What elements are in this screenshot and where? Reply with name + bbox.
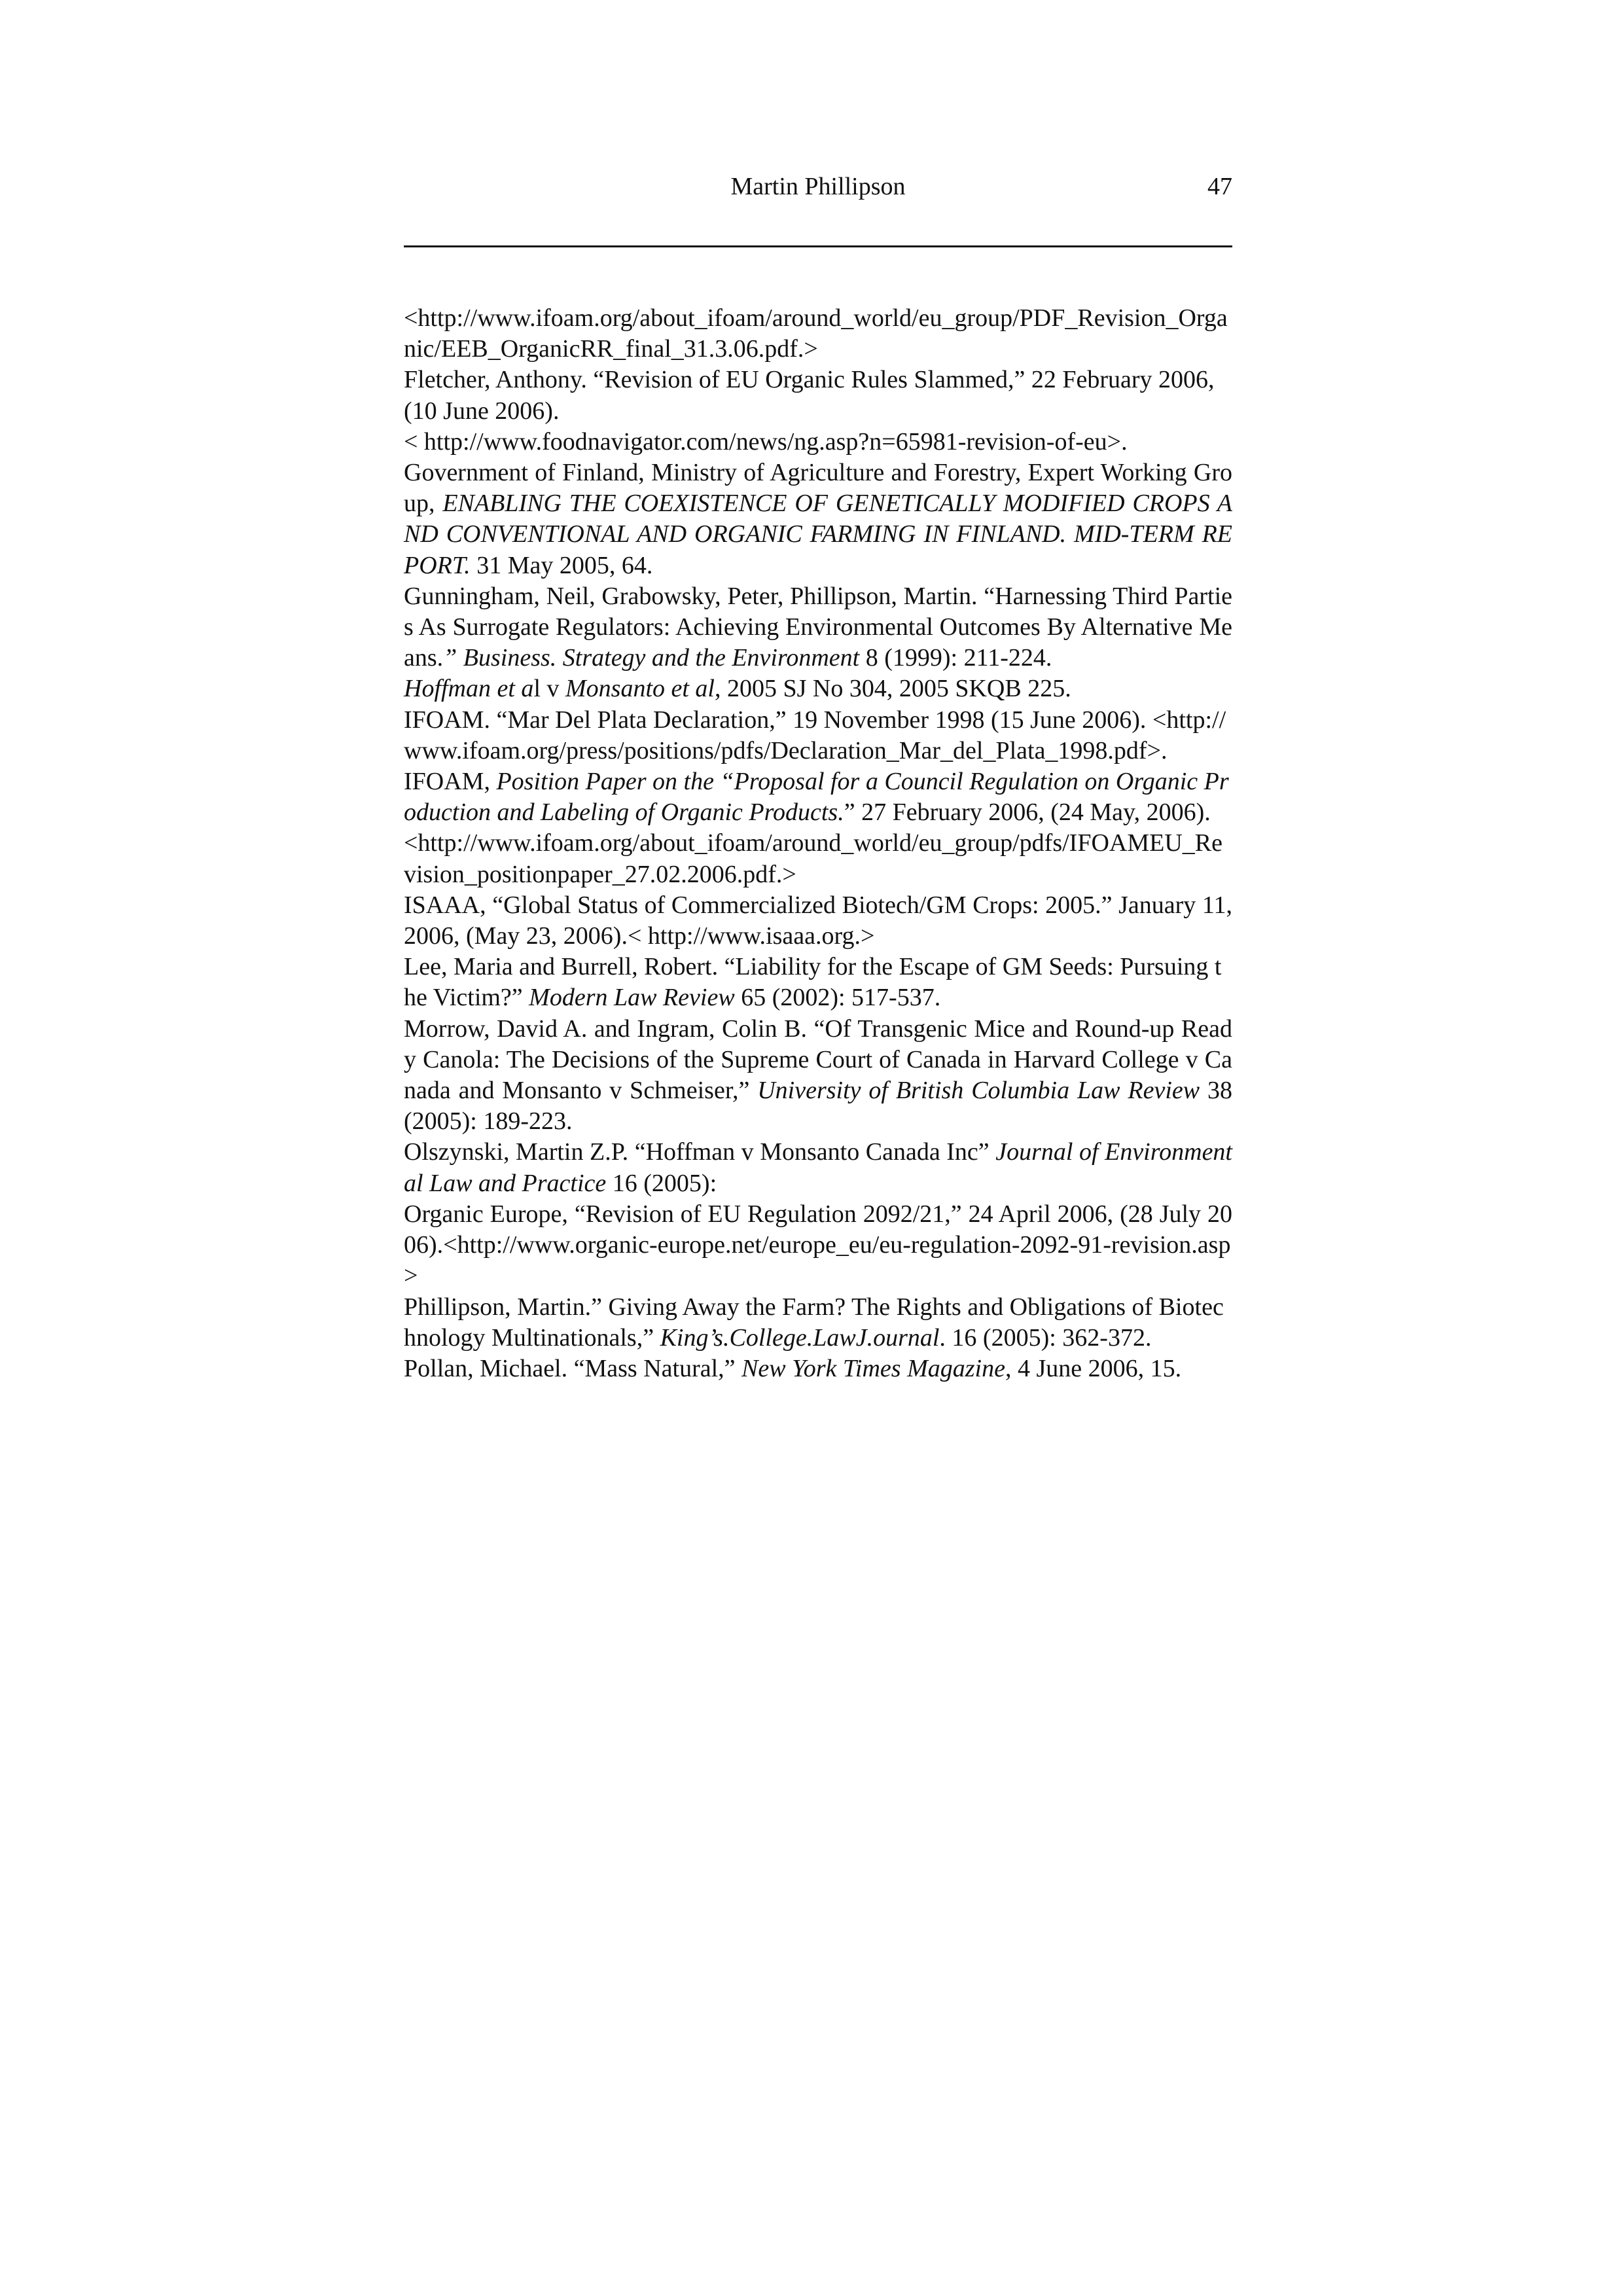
reference-italic-text: ” Business. Strategy and the Environment [443, 644, 860, 672]
reference-entry [404, 303, 1232, 365]
reference-text: IFOAM, [404, 768, 497, 796]
reference-entry [404, 1354, 1232, 1384]
running-header-author: Martin Phillipson [730, 173, 906, 200]
reference-italic-text: Journal of Environmental Law and Practice [404, 1138, 1232, 1197]
reference-text: <http://www.ifoam.org/about_ifoam/around_world/eu_group/pdfs/IFOAMEU_Revision_positionpaper_27.02.2006.pdf.> [404, 829, 1222, 888]
reference-text: Olszynski, Martin Z.P. “Hoffman v Monsanto Canada Inc” [404, 1138, 996, 1166]
reference-text: , 2005 SJ No 304, 2005 SKQB 225. [714, 675, 1071, 703]
reference-text: 16 (2005): [606, 1169, 717, 1197]
reference-text: < http://www.foodnavigator.com/news/ng.asp?n=65981-revision-of-eu>. [404, 427, 1128, 456]
reference-text: Pollan, Michael. “Mass Natural,” [404, 1354, 742, 1382]
reference-text: 31 May 2005, 64. [470, 551, 653, 579]
reference-text: ISAAA, “Global Status of Commercialized Biotech/GM Crops: 2005.” January 11, 2006, (May 23, 2006).< http://www.isaaa.org.> [404, 891, 1232, 950]
reference-entry [404, 1014, 1232, 1138]
reference-entry [404, 828, 1232, 889]
reference-text: , 4 June 2006, 15. [1005, 1354, 1182, 1382]
reference-italic-text: King’s.College.LawJ.ournal [660, 1323, 940, 1352]
reference-entry [404, 457, 1232, 581]
reference-italic-text: ENABLING THE COEXISTENCE OF GENETICALLY MODIFIED CROPS AND CONVENTIONAL AND ORGANIC FARMING IN FINLAND. MID-TERM REPORT. [404, 490, 1233, 579]
reference-italic-text: Modern Law Review [529, 984, 735, 1012]
reference-entry [404, 1137, 1232, 1198]
reference-italic-text: Hoffman et a [404, 675, 534, 703]
reference-text: Government of Finland, Ministry of Agriculture and Forestry, Expert Working Group, [404, 459, 1232, 518]
reference-text: . 16 (2005): 362-372. [939, 1323, 1152, 1352]
reference-entry [404, 673, 1232, 704]
reference-entry [404, 890, 1232, 952]
reference-text: Lee, Maria and Burrell, Robert. “Liability for the Escape of GM Seeds: Pursuing the Victim?” [404, 953, 1222, 1012]
reference-entry [404, 581, 1232, 674]
reference-italic-text: Position Paper on the “Proposal for a Council Regulation on Organic Production and Labeling of Organic Products. [404, 768, 1229, 827]
reference-entry [404, 705, 1232, 766]
reference-italic-text: Monsanto et al [565, 675, 715, 703]
reference-text: Gunningham, Neil, Grabowsky, Peter, Phillipson, Martin. “Harnessing Third Parties As Surrogate Regulators: Achieving Environmental Outcomes By Alternative Means. [404, 582, 1232, 672]
reference-text: 65 (2002): 517-537. [734, 984, 941, 1012]
page-number: 47 [1207, 173, 1232, 200]
reference-entry [404, 766, 1232, 828]
reference-text: Morrow, David A. and Ingram, Colin B. “Of Transgenic Mice and Round-up Ready Canola: The Decisions of the Supreme Court of Canada in Harvard College v Canada and Monsanto v Schmeiser,” [404, 1014, 1232, 1105]
reference-text: 8 (1999): 211-224. [859, 644, 1052, 672]
reference-entry [404, 1199, 1232, 1292]
reference-italic-text: University of British Columbia Law Review [757, 1077, 1200, 1105]
reference-text: l v [533, 675, 565, 703]
reference-text: 38 (2005): 189-223. [404, 1077, 1233, 1136]
reference-text: Phillipson, Martin.” Giving Away the Farm? The Rights and Obligations of Biotechnology Multinationals,” [404, 1293, 1224, 1352]
reference-italic-text: New York Times Magazine [741, 1354, 1005, 1382]
reference-list [404, 303, 1232, 1384]
reference-entry [404, 952, 1232, 1013]
reference-text: Fletcher, Anthony. “Revision of EU Organic Rules Slammed,” 22 February 2006, (10 June 2006). [404, 366, 1215, 425]
reference-text: Organic Europe, “Revision of EU Regulation 2092/21,” 24 April 2006, (28 July 2006).<http://www.organic-europe.net/europe_eu/eu-regulation-2092-91-revision.asp> [404, 1200, 1232, 1290]
reference-text: ” 27 February 2006, (24 May, 2006). [844, 798, 1211, 827]
reference-text: <http://www.ifoam.org/about_ifoam/around_world/eu_group/PDF_Revision_Organic/EEB_OrganicRR_final_31.3.06.pdf.> [404, 304, 1228, 363]
reference-text: IFOAM. “Mar Del Plata Declaration,” 19 November 1998 (15 June 2006). <http://www.ifoam.org/press/positions/pdfs/Declaration_Mar_del_Plata_1998.pdf>. [404, 706, 1226, 764]
running-header [404, 167, 1232, 206]
header-rule [404, 245, 1232, 247]
reference-entry [404, 365, 1232, 426]
reference-entry [404, 1292, 1232, 1354]
reference-entry [404, 427, 1232, 457]
